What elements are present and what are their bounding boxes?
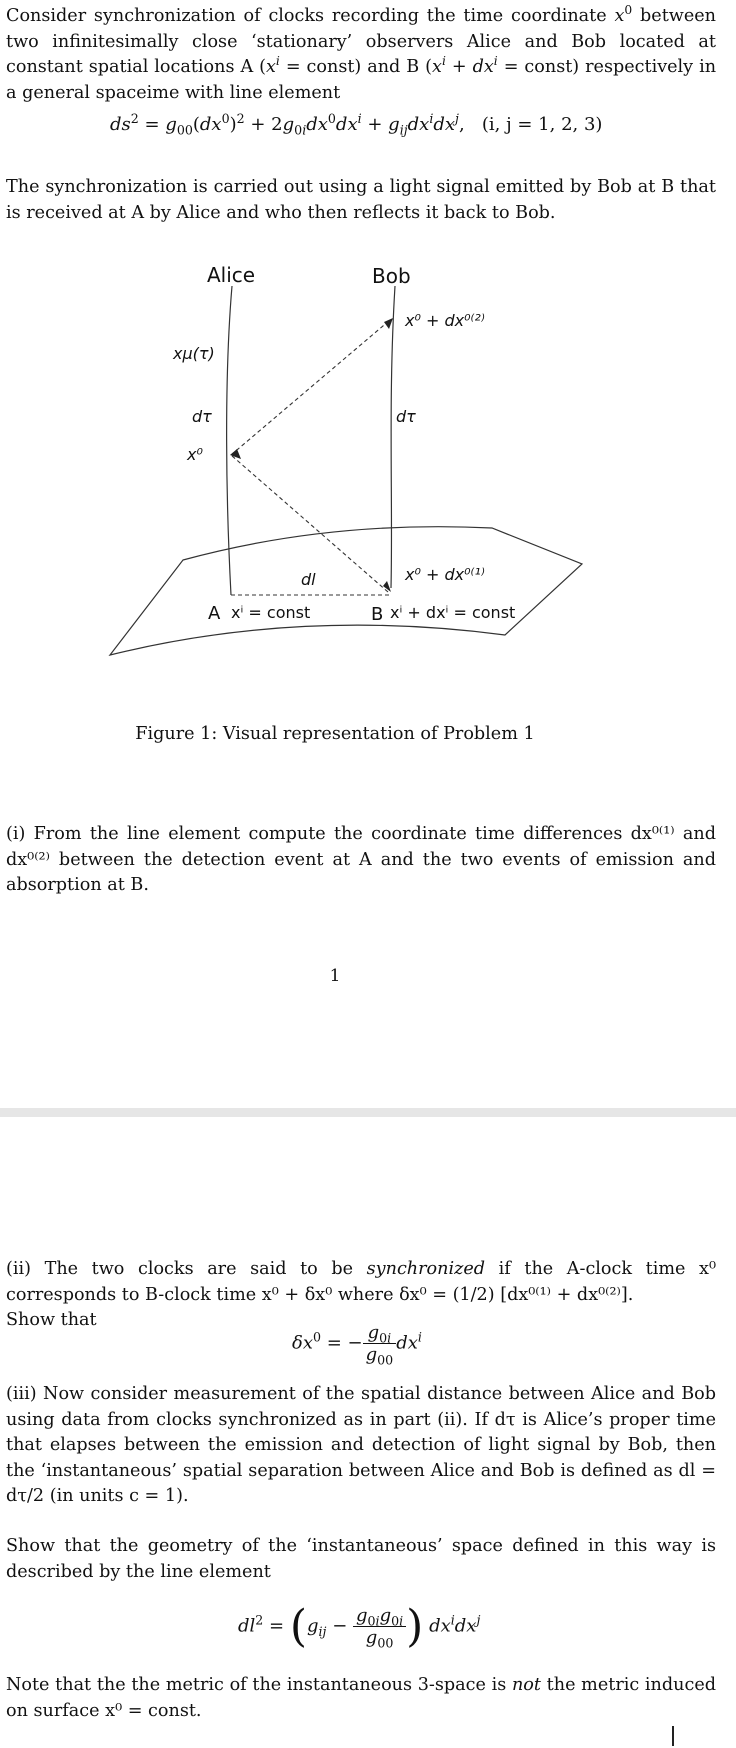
label-a-const: xⁱ = const xyxy=(231,603,311,622)
delta-x0-equation: $\delta x^0$ = − $\frac{g_{0i}}{g_{00}}$ $dx^i$ xyxy=(292,1322,422,1368)
part-ii-paragraph: (ii) The two clocks are said to be synchronized if the A-clock time x⁰ corresponds to B-clock time x⁰ + δx⁰ where δx⁰ = (1/2) [dx⁰⁽¹⁾ + dx⁰⁽²⁾]. Show that xyxy=(6,1257,716,1334)
note-paragraph: Note that the the metric of the instantaneous 3-space is not the metric induced on surface x⁰ = const. xyxy=(6,1675,717,1721)
bob-worldline xyxy=(391,286,395,588)
label-bob: Bob xyxy=(372,264,411,288)
intro-paragraph: Consider synchronization of clocks recording the time coordinate $x^0$ between two infinitesimally close ‘stationary’ observers Alice and Bob located at constant spatial locations A ($x^i$ = const) and B ($x^i + dx^i$ = const) respectively in a general spaceime with line element xyxy=(6,3,717,103)
text-cursor xyxy=(672,1726,674,1746)
label-point-b: B xyxy=(371,604,384,625)
show-geometry-paragraph: Show that the geometry of the ‘instantaneous’ space defined in this way is described by the line element xyxy=(6,1536,716,1582)
page-separator xyxy=(0,1108,736,1117)
label-bob-absorption: x⁰ + dx⁰⁽²⁾ xyxy=(405,311,485,330)
label-bob-emission: x⁰ + dx⁰⁽¹⁾ xyxy=(405,565,485,584)
label-dtau-bob: dτ xyxy=(396,407,416,426)
label-xmu-tau: xμ(τ) xyxy=(173,344,215,363)
part-iii-paragraph: (iii) Now consider measurement of the spatial distance between Alice and Bob using data from clocks synchronized as in part (ii). If dτ is Alice’s proper time that elapses between the emission and detection of light signal by Bob, then the ‘instantaneous’ spatial separation between Alice and Bob is defined as dl = dτ/2 (in units c = 1). xyxy=(6,1384,716,1506)
arrowhead-b-bottom xyxy=(383,581,391,592)
part-i-paragraph: (i) From the line element compute the coordinate time differences dx⁰⁽¹⁾ and dx⁰⁽²⁾ between the detection event at A and the two events of emission and absorption at B. xyxy=(6,824,716,895)
figure-1 xyxy=(0,250,736,670)
show-that-label: Show that xyxy=(6,1310,97,1330)
instantaneous-metric-equation: $dl^2 = (g_{ij}$ − $\frac{g_{0i}g_{0i}}{g_{00}}$ ) $dx^idx^j$ xyxy=(238,1601,481,1652)
arrowhead-at-alice xyxy=(230,449,241,459)
light-signal-reflected xyxy=(231,320,390,455)
label-x0-alice: x⁰ xyxy=(187,445,203,464)
page-number: 1 xyxy=(329,966,341,986)
label-b-const: xⁱ + dxⁱ = const xyxy=(390,603,516,622)
label-alice: Alice xyxy=(207,263,256,287)
line-element-equation: $ds^2 = g_{00}(dx^0)^2 + 2g_{0i}dx^0dx^i + g_{ij}dx^idx^j$, (i, j = 1, 2, 3) xyxy=(110,111,603,138)
synchronization-paragraph: The synchronization is carried out using a light signal emitted by Bob at B that is received at A by Alice and who then reflects it back to Bob. xyxy=(6,177,716,223)
label-point-a: A xyxy=(208,603,221,624)
page-2 xyxy=(0,1117,736,1748)
spatial-surface xyxy=(110,527,582,655)
arrowhead-at-bob xyxy=(384,318,393,329)
figure-caption: Figure 1: Visual representation of Problem 1 xyxy=(135,724,535,744)
label-dl: dl xyxy=(301,570,316,589)
label-dtau-alice: dτ xyxy=(192,407,212,426)
index-range: (i, j = 1, 2, 3) xyxy=(481,114,603,135)
